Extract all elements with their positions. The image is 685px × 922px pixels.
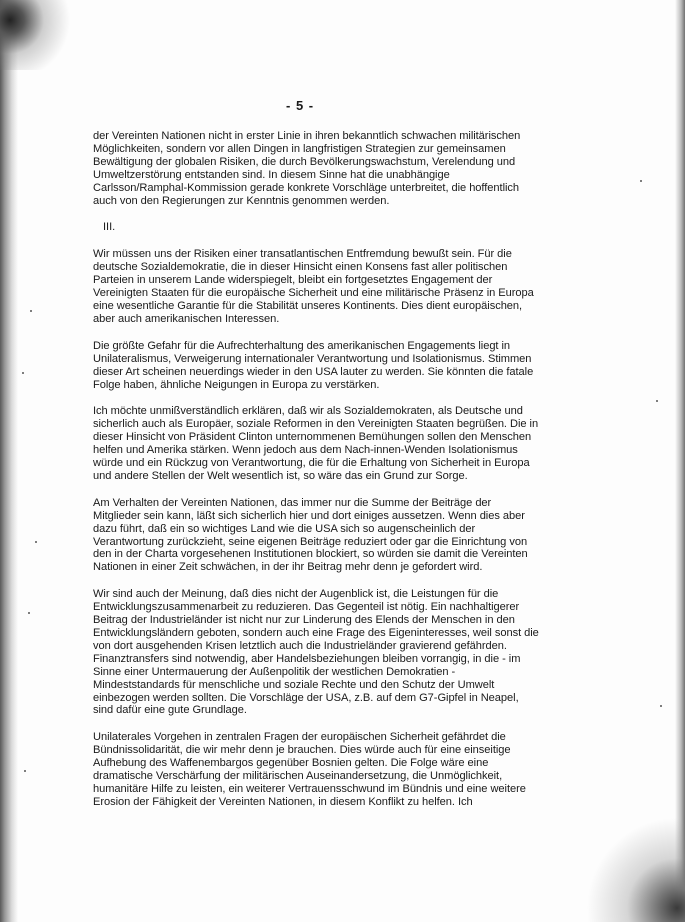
paragraph: Wir sind auch der Meinung, daß dies nicht der Augenblick ist, die Leistungen für die Entwicklungszusammenarbeit zu reduzieren. Das Gegenteil ist nötig. Ein nachhaltigerer Beitrag der Industrieländer ist nicht nur zur Linderung des Elends der Menschen in den Entwicklungsländern geboten, sondern auch eine Frage des Eigeninteresses, weil sonst die von dort ausgehenden Krisen letztlich auch die Industrieländer gravierend gefährden. Finanztransfers sind notwendig, aber Handelsbeziehungen bleiben vorrangig, in die - im Sinne einer Untermauerung der Außenpolitik der westlichen Demokratien - Mindeststandards für menschliche und soziale Rechte und den Schutz der Umwelt einbezogen werden sollten. Die Vorschläge der USA, z.B. auf dem G7-Gipfel in Neapel, sind dafür eine gute Grundlage. [93,588,539,717]
paragraph: Ich möchte unmißverständlich erklären, daß wir als Sozialdemokraten, als Deutsche und sicherlich auch als Europäer, soziale Reformen in den Vereinigten Staaten begrüßen. Die in dieser Hinsicht von Präsident Clinton unternommenen Bemühungen sollen den Menschen helfen und Amerika stärken. Wenn jedoch aus dem Nach-innen-Wenden Isolationismus würde und ein Rückzug von Verantwortung, die für die Erhaltung von Sicherheit in Europa und andere Stellen der Welt wesentlich ist, so wäre das ein Grund zur Sorge. [93,405,539,482]
scan-corner-shadow-top-left [0,0,70,70]
intro-paragraph: der Vereinten Nationen nicht in erster Linie in ihren bekanntlich schwachen militärischen Möglichkeiten, sondern vor allen Dingen in langfristigen Strategien zur gemeinsamen Bewältigung der globalen Risiken, die durch Bevölkerungswachstum, Verelendung und Umweltzerstörung entstanden sind. In diesem Sinne hat die unabhängige Carlsson/Ramphal-Kommission gerade konkrete Vorschläge unterbreitet, die hoffentlich auch von den Regierungen zur Kenntnis genommen werden. [93,130,521,207]
paragraph: Wir müssen uns der Risiken einer transatlantischen Entfremdung bewußt sein. Für die deutsche Sozialdemokratie, die in dieser Hinsicht einen Konsens fast aller politischen Parteien in unserem Lande widerspiegelt, bleibt ein fortgesetztes Engagement der Vereinigten Staaten für die europäische Sicherheit und eine militärische Präsenz in Europa eine wesentliche Garantie für die Stabilität unseres Kontinents. Dies dient europäischen, aber auch amerikanischen Interessen. [93,248,534,325]
scan-edge-left [0,0,18,922]
scan-edge-right [675,0,685,922]
paragraph: Unilaterales Vorgehen in zentralen Fragen der europäischen Sicherheit gefährdet die Bündnissolidarität, die wir mehr denn je brauchen. Dies würde auch für eine einseitige Aufhebung des Waffenembargos gegenüber Bosnien gelten. Die Folge wäre eine dramatische Verschärfung der militärischen Auseinandersetzung, die Unmöglichkeit, humanitäre Hilfe zu leisten, ein weiterer Vertrauensschwund im Bündnis und eine weitere Erosion der Fähigkeit der Vereinten Nationen, in diesem Konflikt zu helfen. Ich [93,731,526,808]
document-body [93,130,541,823]
paragraph: Die größte Gefahr für die Aufrechterhaltung des amerikanischen Engagements liegt in Unilateralismus, Verweigerung internationaler Verantwortung und Isolationismus. Stimmen dieser Art scheinen neuerdings wieder in den USA lauter zu werden. Sie könnten die fatale Folge haben, ähnliche Neigungen in Europa zu verstärken. [93,339,534,391]
scan-corner-shadow-bottom-right [585,812,685,922]
page-number: - 5 - [286,98,315,113]
section-heading: III. [103,221,116,234]
paragraph: Am Verhalten der Vereinten Nationen, das immer nur die Summe der Beiträge der Mitglieder sein kann, läßt sich sicherlich hier und dort einiges aussetzen. Wenn dies aber dazu führt, daß ein so wichtiges Land wie die USA sich so augenscheinlich der Verantwortung zurückzieht, seine eigenen Beiträge reduziert oder gar die Einrichtung von den in der Charta vorgesehenen Institutionen blockiert, so würden sie damit die Vereinten Nationen in einer Zeit schwächen, in der ihr Beitrag mehr denn je gefordert wird. [93,496,528,574]
